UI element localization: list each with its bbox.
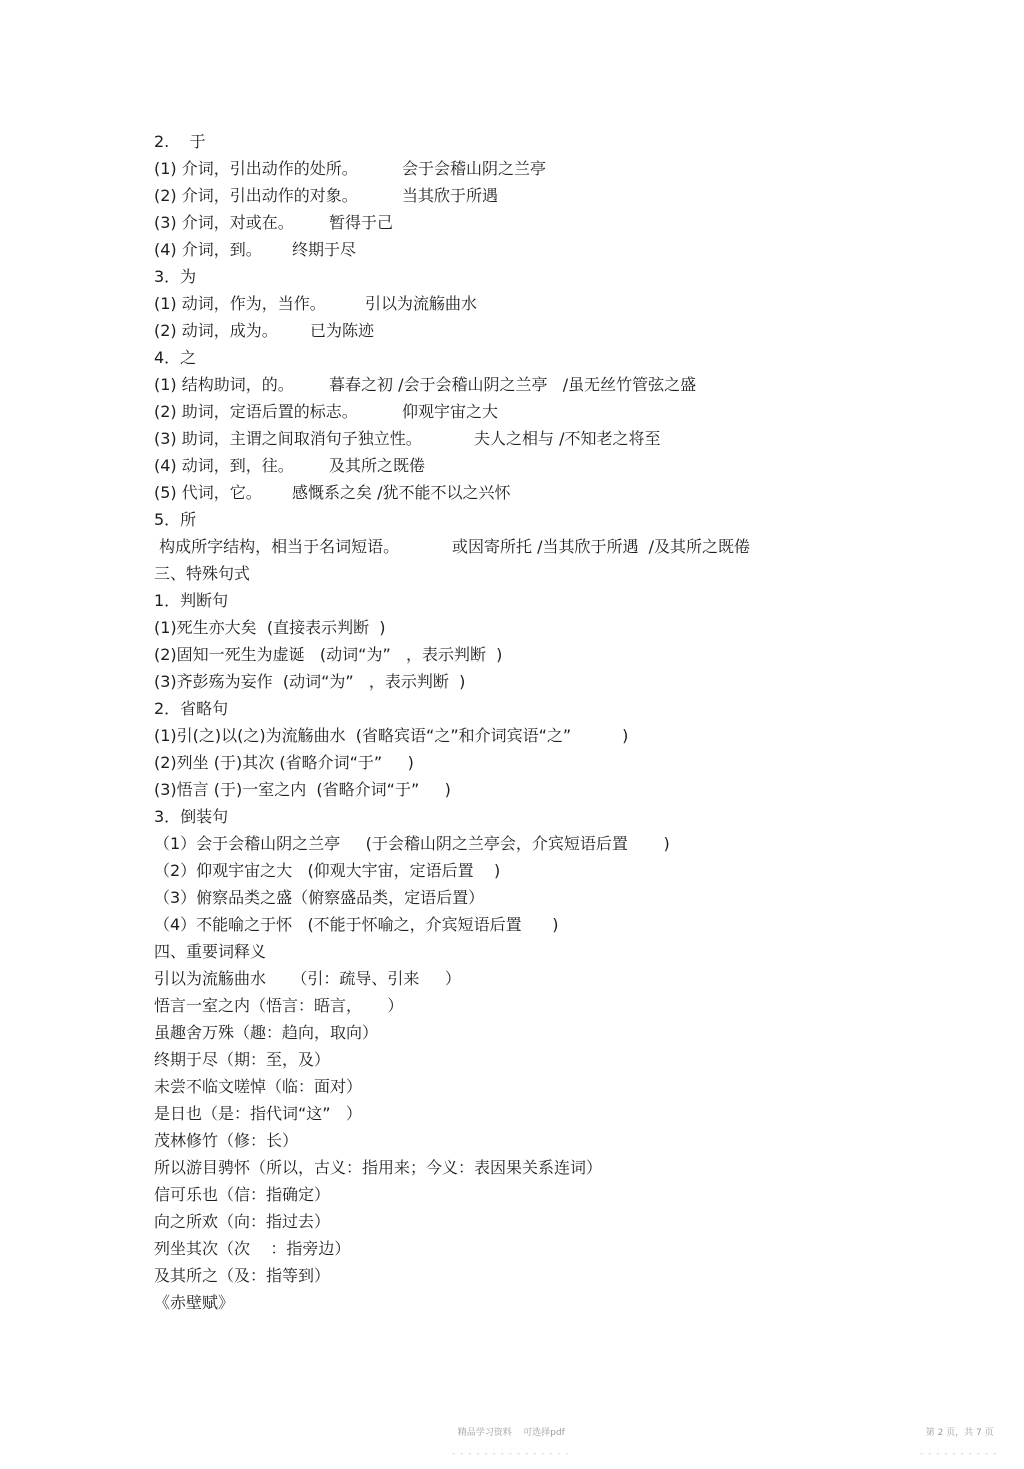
text-line bbox=[154, 128, 974, 155]
example-quote: 暮春之初 /会于会稽山阴之兰亭 /虽无丝竹管弦之盛 bbox=[329, 375, 697, 394]
line-text: 及其所之（及：指等到） bbox=[154, 1266, 331, 1285]
line-text: 1．判断句 bbox=[154, 591, 229, 610]
line-text: 构成所字结构，相当于名词短语。 bbox=[154, 537, 400, 556]
line-text: (4) 介词，到。 bbox=[154, 240, 262, 259]
line-text: (1)死生亦大矣 (直接表示判断 ) bbox=[154, 618, 386, 637]
line-text: 终期于尽（期：至，及） bbox=[154, 1050, 331, 1069]
text-line bbox=[154, 1019, 974, 1046]
line-text: (3) 助词，主谓之间取消句子独立性。 bbox=[154, 429, 422, 448]
example-quote: 当其欣于所遇 bbox=[402, 186, 499, 205]
line-text: 信可乐也（信：指确定） bbox=[154, 1185, 331, 1204]
text-line bbox=[154, 182, 974, 209]
example-quote: 及其所之既倦 bbox=[329, 456, 426, 475]
text-line bbox=[154, 1127, 974, 1154]
line-text: (2)列坐 (于)其次 (省略介词“于” ) bbox=[154, 753, 414, 772]
text-line bbox=[154, 1262, 974, 1289]
text-line bbox=[154, 992, 974, 1019]
text-line bbox=[154, 1046, 974, 1073]
line-text: 茂林修竹（修：长） bbox=[154, 1131, 299, 1150]
text-line bbox=[154, 209, 974, 236]
text-line bbox=[154, 884, 974, 911]
example-quote: 会于会稽山阴之兰亭 bbox=[402, 159, 547, 178]
text-line bbox=[154, 1100, 974, 1127]
text-line bbox=[154, 371, 974, 398]
text-line bbox=[154, 1235, 974, 1262]
text-line bbox=[154, 614, 974, 641]
line-text: (1) 结构助词，的。 bbox=[154, 375, 294, 394]
text-line bbox=[154, 479, 974, 506]
line-text: 是日也（是：指代词“这” ） bbox=[154, 1104, 362, 1123]
text-line bbox=[154, 155, 974, 182]
text-line bbox=[154, 425, 974, 452]
line-text: 《赤壁赋》 bbox=[154, 1293, 235, 1312]
text-line bbox=[154, 560, 974, 587]
line-text: (5) 代词，它。 bbox=[154, 483, 262, 502]
example-quote: 仰观宇宙之大 bbox=[402, 402, 499, 421]
text-line bbox=[154, 668, 974, 695]
line-text: 四、重要词释义 bbox=[154, 942, 267, 961]
line-text: 引以为流觞曲水 （引：疏导、引来 ） bbox=[154, 969, 461, 988]
text-line bbox=[154, 911, 974, 938]
line-text: 三、特殊句式 bbox=[154, 564, 251, 583]
text-line bbox=[154, 317, 974, 344]
example-quote: 已为陈迹 bbox=[310, 321, 375, 340]
line-text: 2. 于 bbox=[154, 132, 206, 151]
line-text: (1) 动词，作为，当作。 bbox=[154, 294, 326, 313]
text-line bbox=[154, 776, 974, 803]
text-line bbox=[154, 1208, 974, 1235]
page-number bbox=[920, 1415, 997, 1469]
text-line bbox=[154, 398, 974, 425]
text-line bbox=[154, 965, 974, 992]
line-text: (2) 助词，定语后置的标志。 bbox=[154, 402, 358, 421]
line-text: (2) 介词，引出动作的对象。 bbox=[154, 186, 358, 205]
example-quote: 夫人之相与 /不知老之将至 bbox=[474, 429, 661, 448]
line-text: 列坐其次（次 ：指旁边） bbox=[154, 1239, 351, 1258]
text-line bbox=[154, 695, 974, 722]
text-line bbox=[154, 263, 974, 290]
footer-dash-line: - - - - - - - - - - - - - - - bbox=[452, 1449, 570, 1459]
text-line bbox=[154, 830, 974, 857]
line-text: (2)固知一死生为虚诞 (动词“为” ，表示判断 ) bbox=[154, 645, 503, 664]
example-quote: 感慨系之矣 /犹不能不以之兴怀 bbox=[292, 483, 511, 502]
line-text: 悟言一室之内（悟言：晤言， ） bbox=[154, 996, 404, 1015]
line-text: 3．倒装句 bbox=[154, 807, 229, 826]
line-text: （4）不能喻之于怀 (不能于怀喻之，介宾短语后置 ) bbox=[154, 915, 559, 934]
example-quote: 终期于尽 bbox=[292, 240, 357, 259]
text-line bbox=[154, 749, 974, 776]
text-line bbox=[154, 344, 974, 371]
line-text: (1)引(之)以(之)为流觞曲水 (省略宾语“之”和介词宾语“之” ) bbox=[154, 726, 629, 745]
line-text: (3)齐彭殇为妄作 (动词“为” ，表示判断 ) bbox=[154, 672, 466, 691]
text-line bbox=[154, 1154, 974, 1181]
line-text: 4．之 bbox=[154, 348, 197, 367]
text-line bbox=[154, 722, 974, 749]
line-text: 5．所 bbox=[154, 510, 197, 529]
text-line bbox=[154, 506, 974, 533]
text-line bbox=[154, 803, 974, 830]
text-line bbox=[154, 857, 974, 884]
text-line bbox=[154, 641, 974, 668]
line-text: 未尝不临文嗟悼（临：面对） bbox=[154, 1077, 363, 1096]
text-line bbox=[154, 290, 974, 317]
line-text: (1) 介词，引出动作的处所。 bbox=[154, 159, 358, 178]
text-line bbox=[154, 1289, 974, 1316]
footer-watermark bbox=[452, 1415, 570, 1469]
line-text: 3．为 bbox=[154, 267, 197, 286]
line-text: 向之所欢（向：指过去） bbox=[154, 1212, 331, 1231]
page-number-text: 第 2 页，共 7 页 bbox=[925, 1428, 994, 1438]
line-text: 2．省略句 bbox=[154, 699, 229, 718]
line-text: （3）俯察品类之盛（俯察盛品类，定语后置） bbox=[154, 888, 485, 907]
text-line bbox=[154, 587, 974, 614]
example-quote: 引以为流觞曲水 bbox=[365, 294, 478, 313]
line-text: (4) 动词，到，往。 bbox=[154, 456, 294, 475]
example-quote: 暂得于己 bbox=[329, 213, 394, 232]
line-text: (3)悟言 (于)一室之内 (省略介词“于” ) bbox=[154, 780, 451, 799]
page-number-dash-line: - - - - - - - - - - bbox=[920, 1449, 998, 1459]
example-quote: 或因寄所托 /当其欣于所遇 /及其所之既倦 bbox=[452, 537, 751, 556]
line-text: (3) 介词，对或在。 bbox=[154, 213, 294, 232]
text-line bbox=[154, 236, 974, 263]
text-line bbox=[154, 452, 974, 479]
footer-watermark-text: 精品学习资料 可选择pdf bbox=[457, 1428, 565, 1438]
text-line bbox=[154, 1181, 974, 1208]
line-text: (2) 动词，成为。 bbox=[154, 321, 278, 340]
line-text: 所以游目骋怀（所以，古义：指用来；今义：表因果关系连词） bbox=[154, 1158, 603, 1177]
text-line bbox=[154, 938, 974, 965]
line-text: 虽趣舍万殊（趣：趋向，取向） bbox=[154, 1023, 379, 1042]
line-text: （1）会于会稽山阴之兰亭 (于会稽山阴之兰亭会，介宾短语后置 ) bbox=[154, 834, 670, 853]
text-line bbox=[154, 1073, 974, 1100]
text-line bbox=[154, 533, 974, 560]
line-text: （2）仰观宇宙之大 (仰观大宇宙，定语后置 ) bbox=[154, 861, 501, 880]
document-body bbox=[154, 128, 974, 1316]
